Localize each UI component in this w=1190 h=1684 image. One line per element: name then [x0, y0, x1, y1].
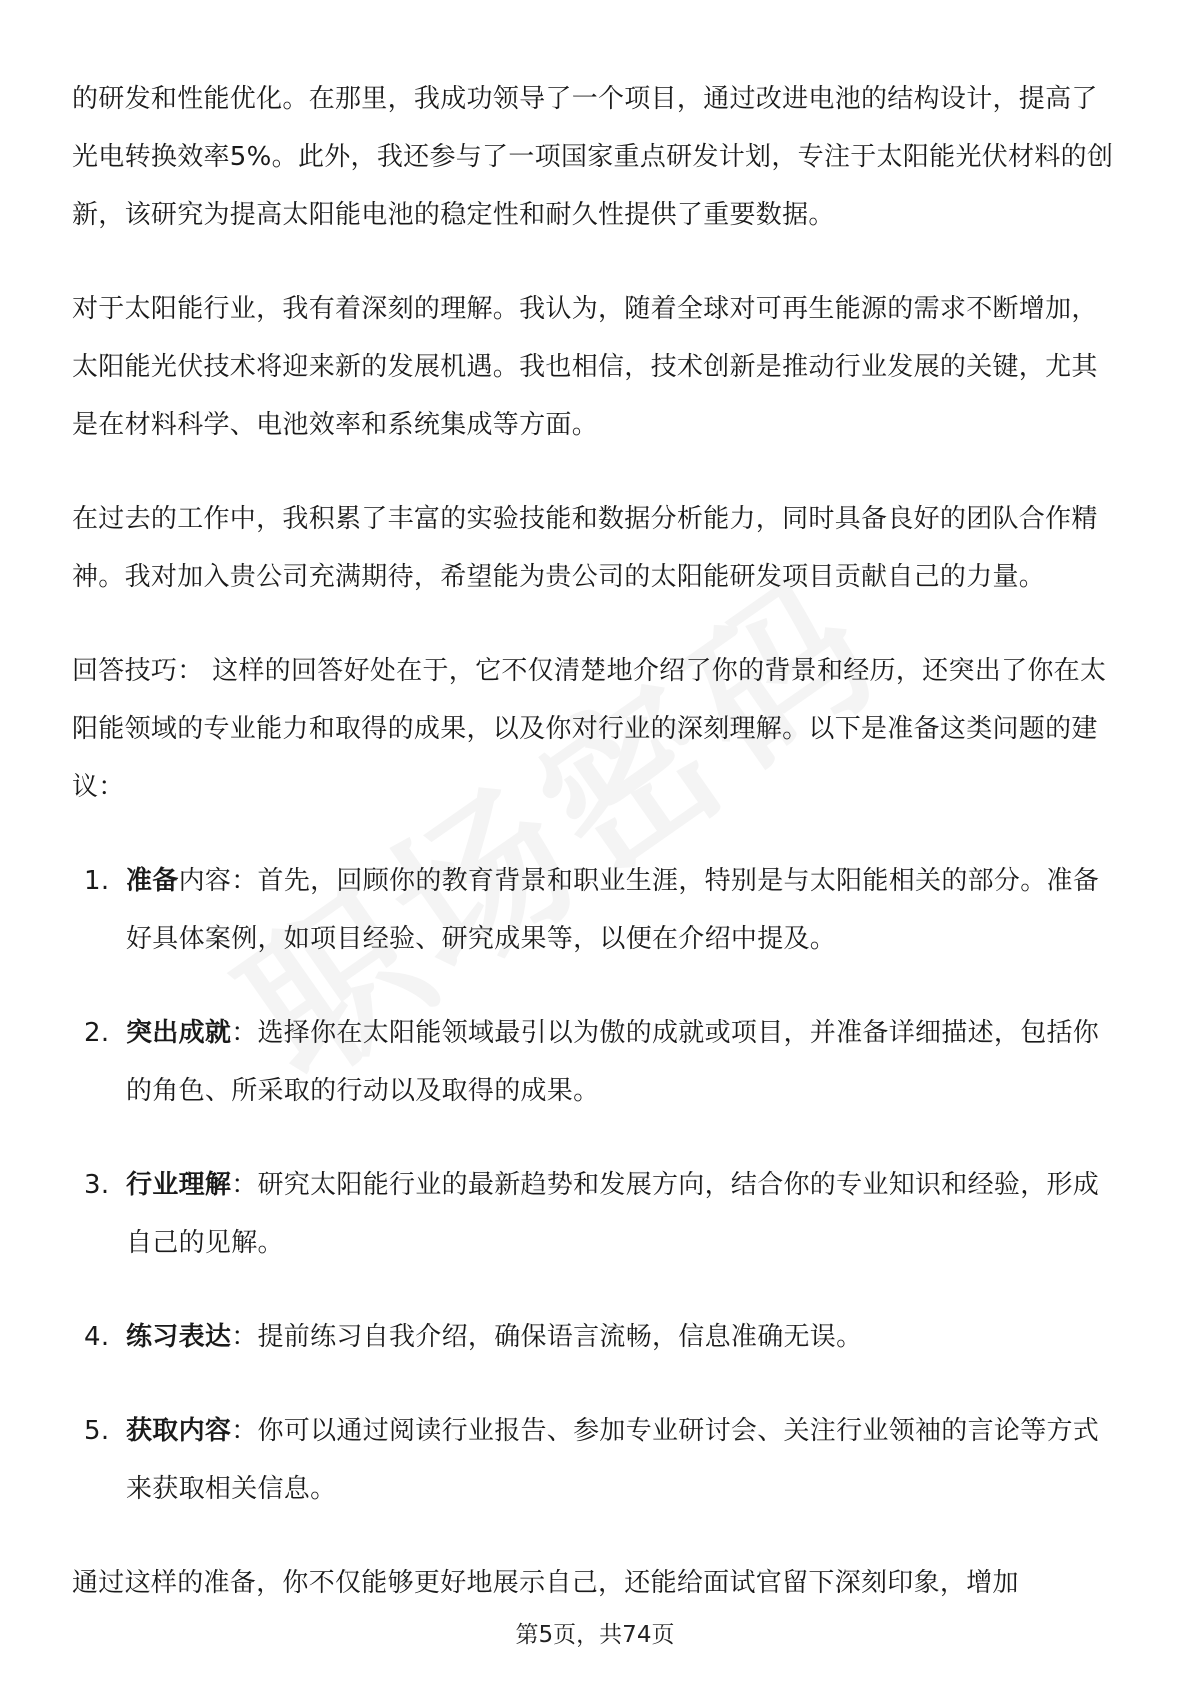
- list-text: ：你可以通过阅读行业报告、参加专业研讨会、关注行业领袖的言论等方式来获取相关信息。: [126, 1416, 1100, 1504]
- list-number: 1.: [84, 866, 110, 896]
- list-text: ：首先，回顾你的教育背景和职业生涯，特别是与太阳能相关的部分。准备好具体案例，如项目经验、研究成果等，以便在介绍中提及。: [126, 866, 1100, 954]
- list-text: ：提前练习自我介绍，确保语言流畅，信息准确无误。: [231, 1322, 863, 1352]
- answer-tips-intro: 回答技巧： 这样的回答好处在于，它不仅清楚地介绍了你的背景和经历，还突出了你在太阳能领域的专业能力和取得的成果，以及你对行业的深刻理解。以下是准备这类问题的建议：: [72, 656, 1107, 802]
- paragraph-2: 对于太阳能行业，我有着深刻的理解。我认为，随着全球对可再生能源的需求不断增加，太阳能光伏技术将迎来新的发展机遇。我也相信，技术创新是推动行业发展的关键，尤其是在材料科学、电池效率和系统集成等方面。: [72, 294, 1098, 440]
- list-item: [72, 1402, 1122, 1518]
- list-number: 3.: [84, 1170, 110, 1200]
- list-text: ：研究太阳能行业的最新趋势和发展方向，结合你的专业知识和经验，形成自己的见解。: [126, 1170, 1100, 1258]
- page-footer: 第5页，共74页: [515, 1622, 675, 1648]
- list-text: ：选择你在太阳能领域最引以为傲的成就或项目，并准备详细描述，包括你的角色、所采取的行动以及取得的成果。: [126, 1018, 1100, 1106]
- list-item: [72, 852, 1122, 968]
- list-term: 练习表达: [126, 1322, 232, 1352]
- list-number: 4.: [84, 1322, 110, 1352]
- list-number: 5.: [84, 1416, 110, 1446]
- list-term: 突出成就: [126, 1018, 232, 1048]
- tips-list: [72, 852, 1122, 1518]
- list-item: [72, 1308, 1122, 1366]
- paragraph-3: 在过去的工作中，我积累了丰富的实验技能和数据分析能力，同时具备良好的团队合作精神。我对加入贵公司充满期待，希望能为贵公司的太阳能研发项目贡献自己的力量。: [72, 504, 1098, 592]
- page-content: [72, 70, 1122, 1648]
- list-term-rest: 内容: [178, 866, 232, 896]
- closing-paragraph: 通过这样的准备，你不仅能够更好地展示自己，还能给面试官留下深刻印象，增加: [72, 1568, 1019, 1598]
- list-item: [72, 1156, 1122, 1272]
- list-term: 行业理解: [126, 1170, 232, 1200]
- list-term: 获取内容: [126, 1416, 232, 1446]
- list-number: 2.: [84, 1018, 110, 1048]
- list-item: [72, 1004, 1122, 1120]
- paragraph-1: 的研发和性能优化。在那里，我成功领导了一个项目，通过改进电池的结构设计，提高了光电转换效率5%。此外，我还参与了一项国家重点研发计划，专注于太阳能光伏材料的创新，该研究为提高太阳能电池的稳定性和耐久性提供了重要数据。: [72, 84, 1114, 230]
- list-term: 准备: [126, 866, 179, 896]
